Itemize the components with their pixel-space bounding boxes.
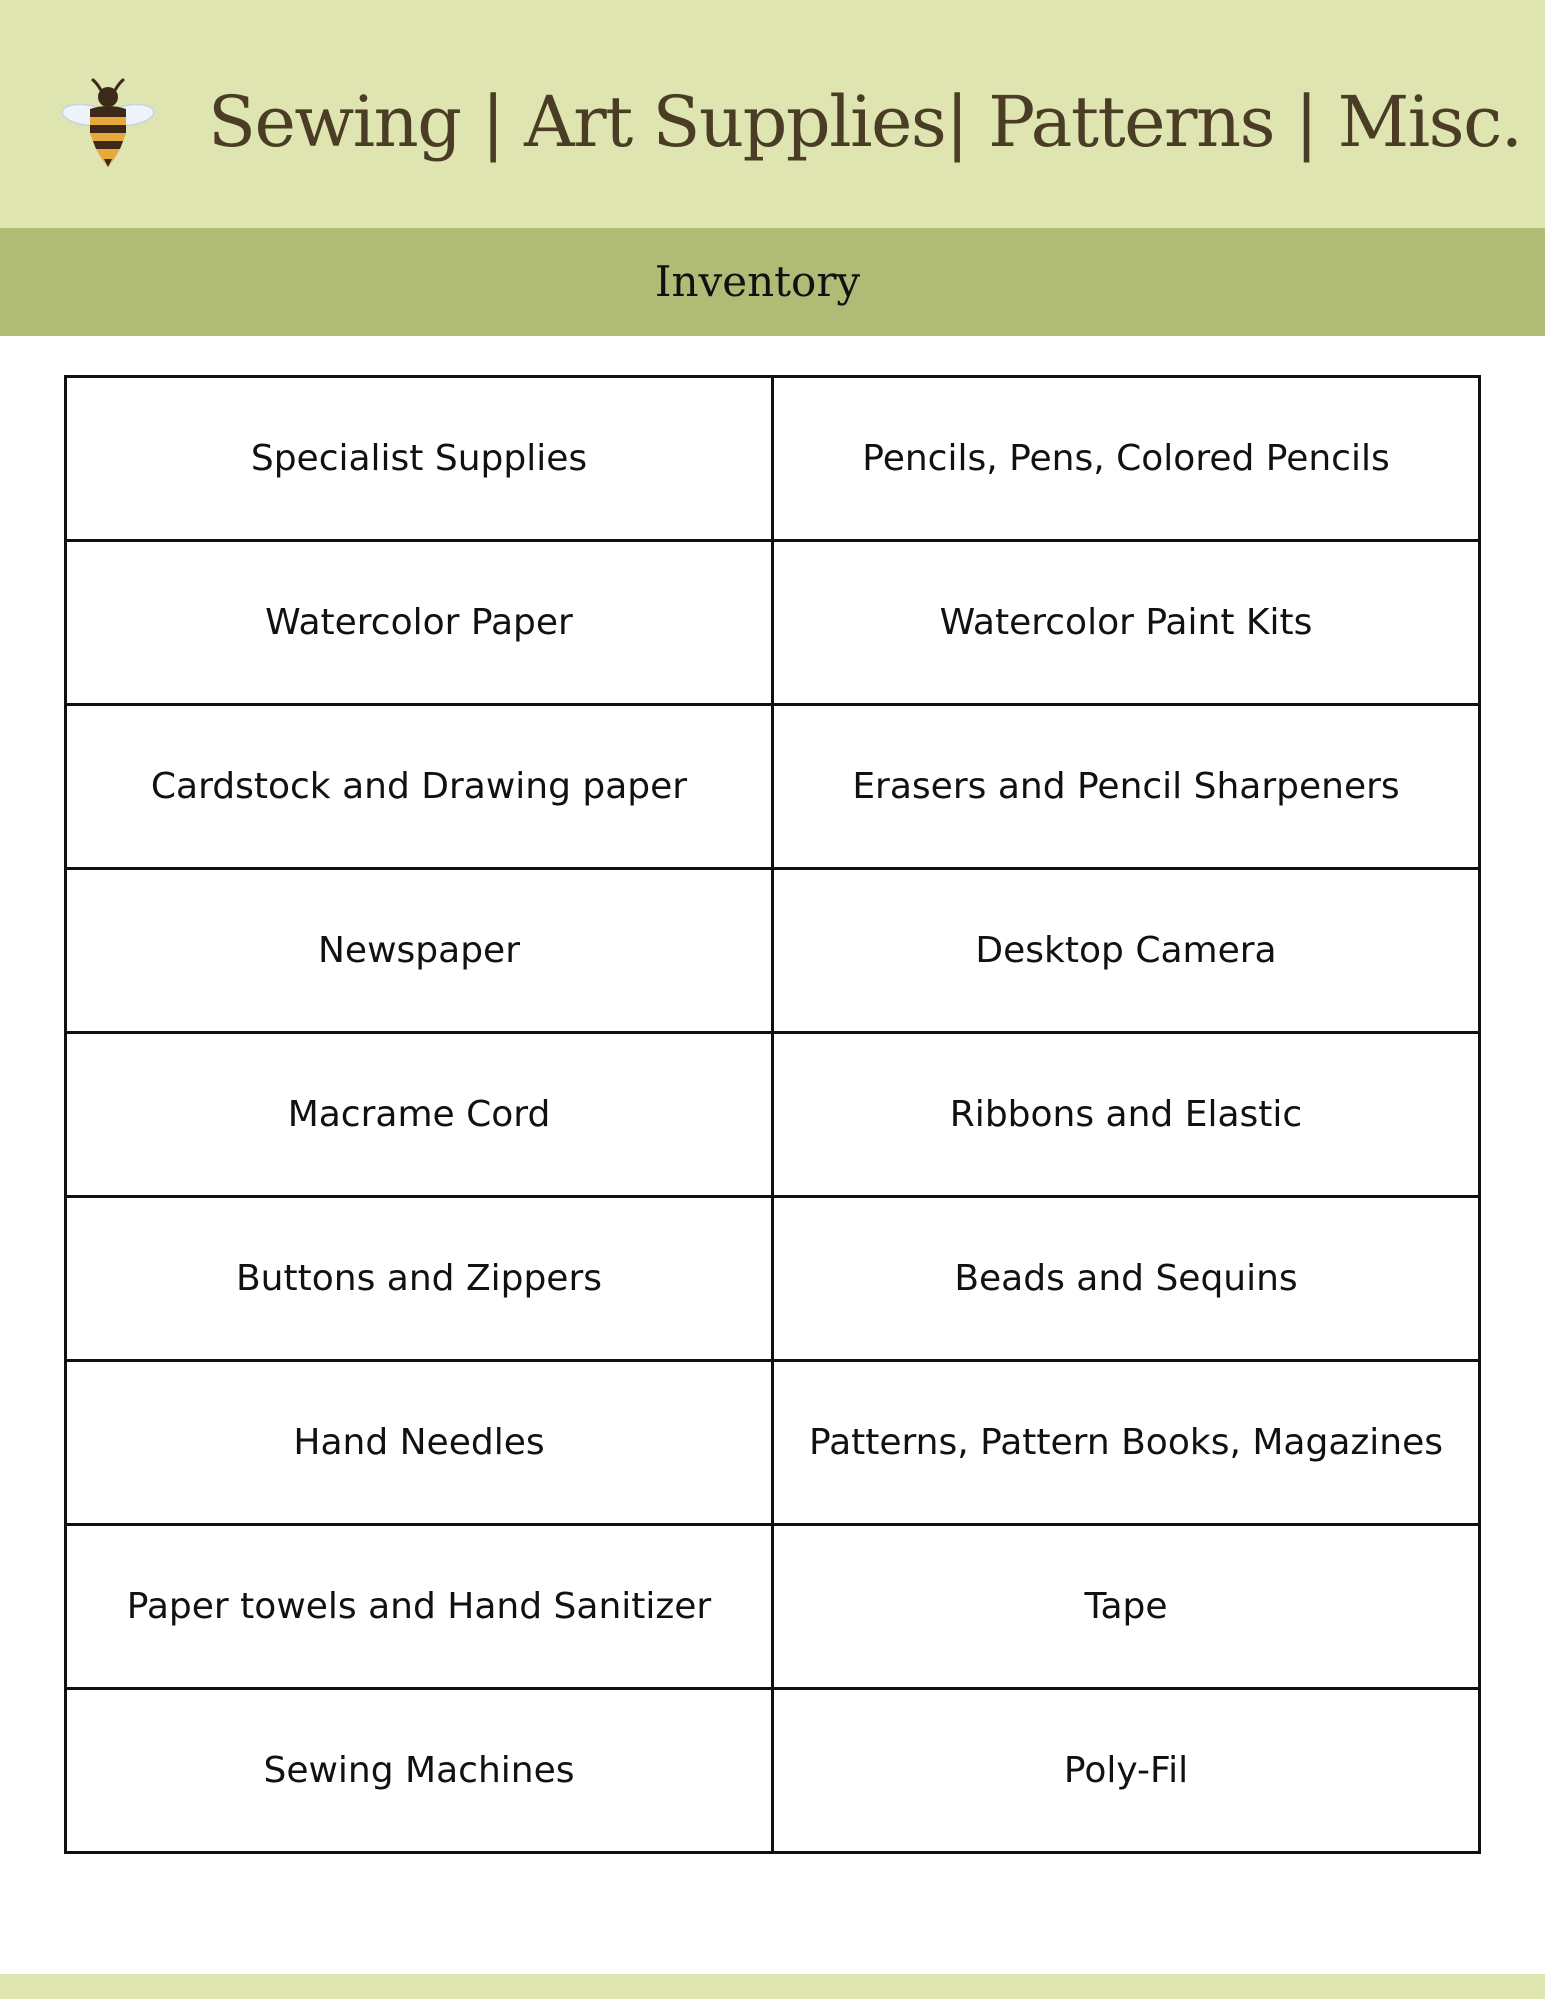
section-title: Inventory [654, 257, 861, 306]
table-cell: Patterns, Pattern Books, Magazines [773, 1361, 1480, 1525]
bee-icon [60, 75, 156, 171]
table-cell: Cardstock and Drawing paper [66, 705, 773, 869]
table-row [66, 705, 1480, 869]
table-cell: Beads and Sequins [773, 1197, 1480, 1361]
table-cell: Tape [773, 1525, 1480, 1689]
table-cell: Ribbons and Elastic [773, 1033, 1480, 1197]
table-row [66, 377, 1480, 541]
table-cell: Paper towels and Hand Sanitizer [66, 1525, 773, 1689]
table-cell: Sewing Machines [66, 1689, 773, 1853]
table-cell: Specialist Supplies [66, 377, 773, 541]
table-cell: Pencils, Pens, Colored Pencils [773, 377, 1480, 541]
table-cell: Poly-Fil [773, 1689, 1480, 1853]
table-row [66, 1689, 1480, 1853]
footer-band [0, 1974, 1545, 1999]
inventory-table [64, 375, 1481, 1854]
table-row [66, 541, 1480, 705]
table-cell: Macrame Cord [66, 1033, 773, 1197]
table-row [66, 1525, 1480, 1689]
table-row [66, 1033, 1480, 1197]
page-title: Sewing | Art Supplies| Patterns | Misc. [208, 81, 1522, 163]
table-row [66, 1197, 1480, 1361]
table-cell: Newspaper [66, 869, 773, 1033]
table-cell: Buttons and Zippers [66, 1197, 773, 1361]
table-row [66, 869, 1480, 1033]
table-cell: Erasers and Pencil Sharpeners [773, 705, 1480, 869]
table-cell: Watercolor Paper [66, 541, 773, 705]
table-row [66, 1361, 1480, 1525]
table-cell: Hand Needles [66, 1361, 773, 1525]
table-cell: Watercolor Paint Kits [773, 541, 1480, 705]
table-cell: Desktop Camera [773, 869, 1480, 1033]
